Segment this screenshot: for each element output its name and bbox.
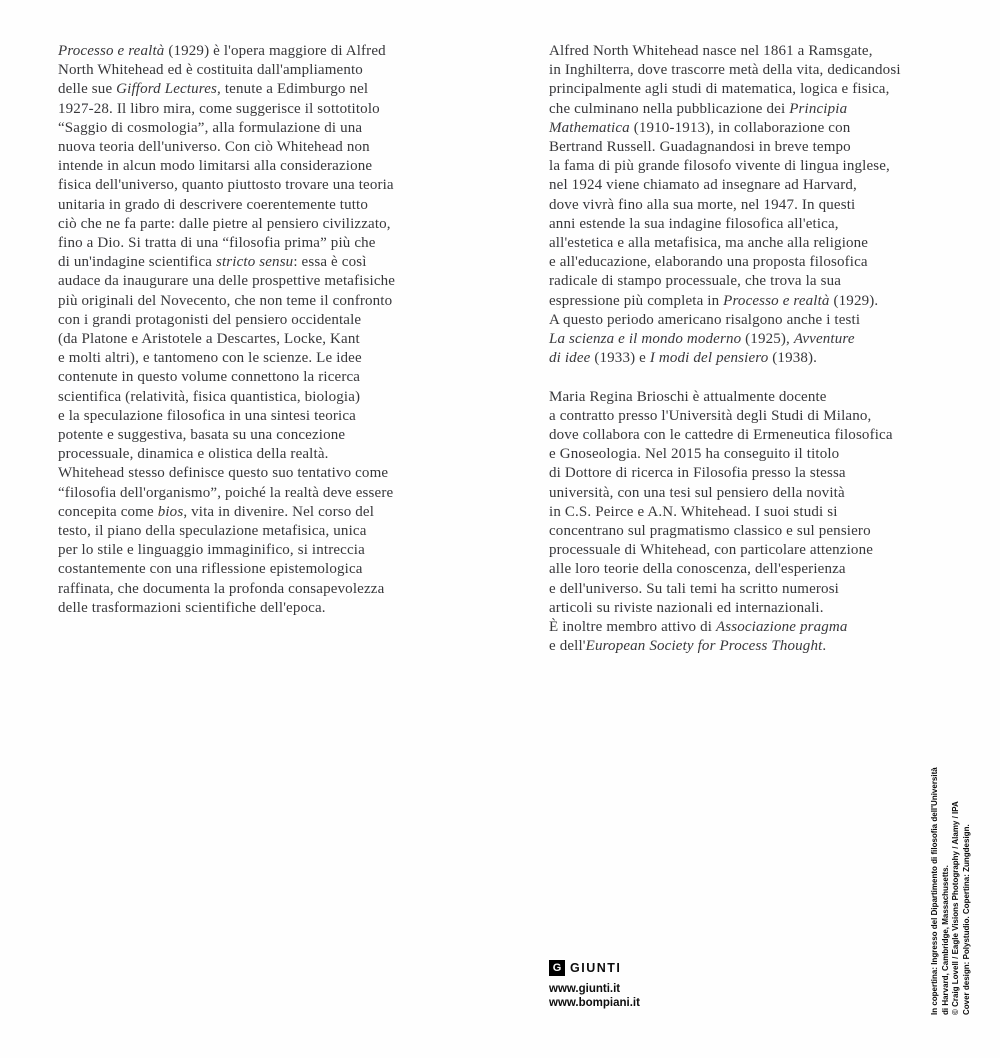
editor-bio-paragraph: Maria Regina Brioschi è attualmente docente a contratto presso l'Università degli Studi di Milano, dove collabora con le cattedre di Ermeneutica filosofica e Gnoseologia. Nel 2015 ha conseguito il titolo di Dottore di ricerca in Filosofia presso la stessa università, con una tesi sul pensiero della novità in C.S. Peirce e A.N. Whitehead. I suoi studi si concentrano sul pragmatismo classico e sul pensiero processuale di Whitehead, con particolare attenzione alle loro teorie della conoscenza, dell'esperienza e dell'universo. Su tali temi ha scritto numerosi articoli su riviste nazionali ed internazionali. È inoltre membro attivo di Associazione pragma e dell'European Society for Process Thought. <box>549 388 893 655</box>
photo-credits-vertical-text <box>930 725 974 1015</box>
author-bio-paragraph: Alfred North Whitehead nasce nel 1861 a Ramsgate, in Inghilterra, dove trascorre metà della vita, dedicandosi principalmente agli studi di matematica, logica e fisica, che culminano nella pubblicazione dei Principia Mathematica (1910-1913), in collaborazione con Bertrand Russell. Guadagnandosi in breve tempo la fama di più grande filosofo vivente di lingua inglese, nel 1924 viene chiamato ad insegnare ad Harvard, dove vivrà fino alla sua morte, nel 1947. In questi anni estende la sua indagine filosofica all'etica, all'estetica e alla metafisica, ma anche alla religione e all'educazione, elaborando una proposta filosofica radicale di stampo processuale, che trova la sua espressione più completa in Processo e realtà (1929). A questo periodo americano risalgono anche i testi La scienza e il mondo moderno (1925), Avventure di idee (1933) e I modi del pensiero (1938). <box>549 43 901 367</box>
synopsis-column <box>58 42 518 618</box>
bompiani-website-url: www.bompiani.it <box>549 997 640 1009</box>
photo-credits-lines: In copertina: Ingresso del Dipartimento di filosofia dell'Università di Harvard, Cambridge, Massachusetts. © Craig Lovell / Eagle Visions Photography / Alamy / IPA Cover design: Polystudio. Copertina: Zungdesign. <box>930 767 971 1015</box>
giunti-logo-wordmark: GIUNTI <box>570 961 622 975</box>
giunti-logo-letter: G <box>552 961 562 974</box>
publisher-block <box>549 960 640 1010</box>
synopsis-paragraph: Processo e realtà (1929) è l'opera maggiore di Alfred North Whitehead ed è costituita dall'ampliamento delle sue Gifford Lectures, tenute a Edimburgo nel 1927-28. Il libro mira, come suggerisce il sottotitolo “Saggio di cosmologia”, alla formulazione di una nuova teoria dell'universo. Con ciò Whitehead non intende in alcun modo limitarsi alla considerazione fisica dell'universo, quanto piuttosto trovare una teoria unitaria in grado di descrivere coerentemente tutto ciò che ne fa parte: dalle pietre al pensiero civilizzato, fino a Dio. Si tratta di una “filosofia prima” più che di un'indagine scientifica stricto sensu: essa è così audace da inaugurare una delle prospettive metafisiche più originali del Novecento, che non teme il confronto con i grandi protagonisti del pensiero occidentale (da Platone e Aristotele a Descartes, Locke, Kant e molti altri), e tantomeno con le scienze. Le idee contenute in questo volume connettono la ricerca scientifica (relatività, fisica quantistica, biologia) e la speculazione filosofica in una sintesi teorica potente e suggestiva, basata su una concezione processuale, dinamica e olistica della realtà. Whitehead stesso definisce questo suo tentativo come “filosofia dell'organismo”, poiché la realtà deve essere concepita come bios, vita in divenire. Nel corso del testo, il piano della speculazione metafisica, unica per lo stile e linguaggio immaginifico, si intreccia costantemente con una riflessione epistemologica raffinata, che documenta la profonda consapevolezza delle trasformazioni scientifiche dell'epoca. <box>58 43 396 616</box>
giunti-logo <box>549 960 640 976</box>
giunti-website-url: www.giunti.it <box>549 983 621 995</box>
biography-column <box>549 42 969 656</box>
giunti-logo-icon <box>549 960 565 976</box>
